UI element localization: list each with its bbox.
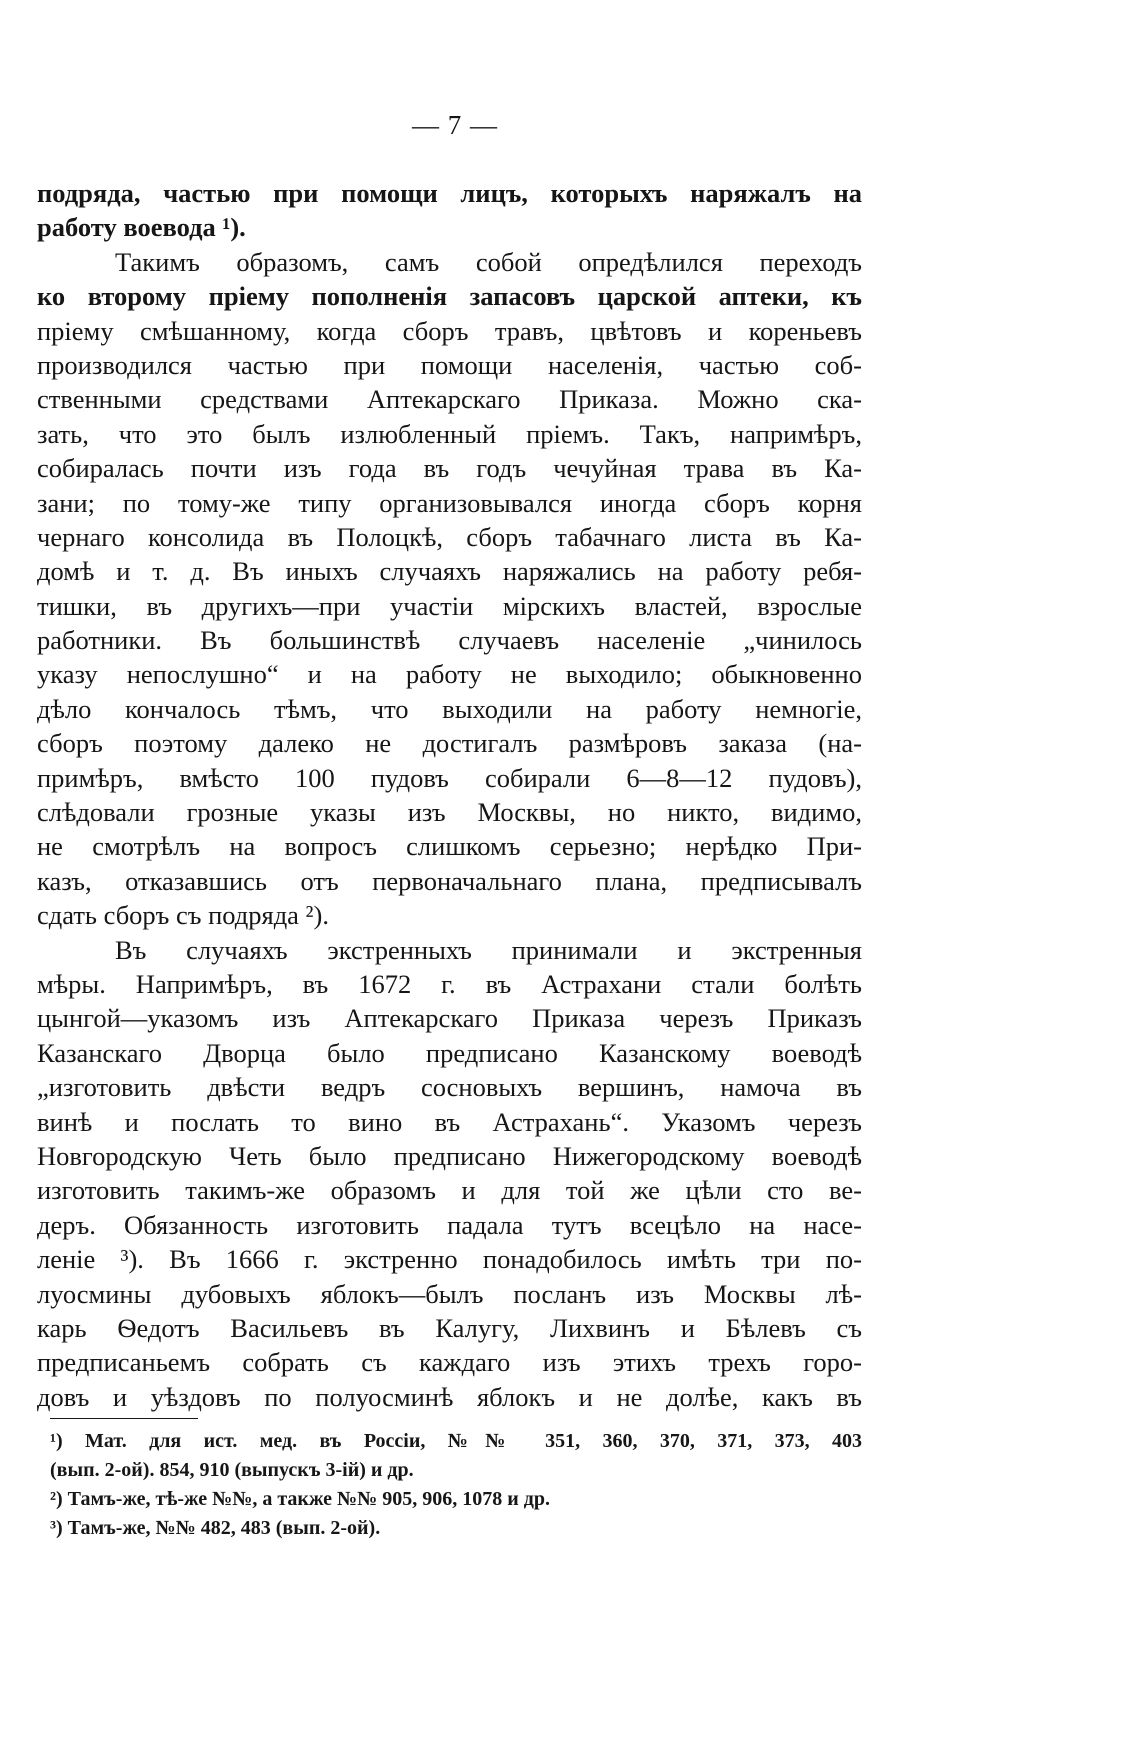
footnote-line: ³) Тамъ-же, №№ 482, 483 (вып. 2-ой). [50,1517,381,1539]
text-line: слѣдовали грозные указы изъ Москвы, но никто, видимо, [37,797,862,828]
text-line: зани; по тому-же типу организовывался иногда сборъ корня [37,487,862,518]
text-line: казъ, отказавшись отъ первоначальнаго плана, предписывалъ [37,865,862,896]
text-line: цынгой—указомъ изъ Аптекарскаго Приказа черезъ Приказъ [37,1003,862,1034]
text-line: указу непослушно“ и на работу не выходило; обыкновенно [37,659,862,690]
text-line: производился частью при помощи населенія, частью соб- [37,349,862,380]
text-line: пріему смѣшанному, когда сборъ травъ, цвѣтовъ и кореньевъ [37,315,862,346]
text-line: Казанскаго Дворца было предписано Казанскому воеводѣ [37,1037,862,1068]
text-line: „изготовить двѣсти ведръ сосновыхъ вершинъ, намоча въ [37,1072,862,1103]
text-line: работники. Въ большинствѣ случаевъ населеніе „чинилось [37,625,862,656]
footnote-line: (вып. 2-ой). 854, 910 (выпускъ 3-ій) и др. [50,1459,414,1481]
text-line: карь Ѳедотъ Васильевъ въ Калугу, Лихвинъ и Бѣлевъ съ [37,1312,862,1343]
text-line: деръ. Обязанность изготовить падала тутъ всецѣло на насе- [37,1209,862,1240]
main-text [37,176,862,1414]
text-line: домѣ и т. д. Въ иныхъ случаяхъ наряжались на работу ребя- [37,556,862,587]
text-line: винѣ и послать то вино въ Астрахань“. Указомъ черезъ [37,1106,862,1137]
text-line: Такимъ образомъ, самъ собой опредѣлился переходъ [115,246,862,277]
text-line: довъ и уѣздовъ по полуосминѣ яблокъ и не долѣе, какъ въ [37,1381,862,1412]
text-line: тишки, въ другихъ—при участіи мірскихъ властей, взрослые [37,590,862,621]
text-line: подряда, частью при помощи лицъ, которыхъ наряжалъ на [37,178,862,208]
text-line: не смотрѣлъ на вопросъ слишкомъ серьезно; нерѣдко При- [37,831,862,862]
text-line: Новгородскую Четь было предписано Нижегородскому воеводѣ [37,1140,862,1171]
text-line: зать, что это былъ излюбленный пріемъ. Такъ, напримѣръ, [37,418,862,449]
text-line: собиралась почти изъ года въ годъ чечуйная трава въ Ка- [37,453,862,484]
footnote-line: ¹) Мат. для ист. мед. въ Россіи, №№ 351, 360, 370, 371, 373, 403 [50,1430,862,1452]
text-line: дѣло кончалось тѣмъ, что выходили на работу немногіе, [37,693,862,724]
text-line: ко второму пріему пополненія запасовъ царской аптеки, къ [37,281,862,312]
text-line: ственными средствами Аптекарскаго Приказа. Можно ска- [37,384,862,415]
footnote-divider [50,1418,198,1419]
page-number: — 7 — [412,110,498,140]
text-line: мѣры. Напримѣръ, въ 1672 г. въ Астрахани стали болѣть [37,968,862,999]
text-line: примѣръ, вмѣсто 100 пудовъ собирали 6—8—12 пудовъ), [37,762,862,793]
footnotes [50,1427,862,1543]
text-line: луосмины дубовыхъ яблокъ—былъ посланъ изъ Москвы лѣ- [37,1278,862,1309]
text-line: предписаньемъ собрать съ каждаго изъ этихъ трехъ горо- [37,1347,862,1378]
text-line: сборъ поэтому далеко не достигалъ размѣровъ заказа (на- [37,728,862,759]
text-line: работу воевода ¹). [37,212,246,243]
text-line: леніе ³). Въ 1666 г. экстренно понадобилось имѣть три по- [37,1244,862,1275]
footnote-line: ²) Тамъ-же, тѣ-же №№, а также №№ 905, 906, 1078 и др. [50,1488,551,1510]
text-line: сдать сборъ съ подряда ²). [37,900,329,931]
text-line: изготовить такимъ-же образомъ и для той же цѣли сто ве- [37,1175,862,1206]
text-line: чернаго консолида въ Полоцкѣ, сборъ табачнаго листа въ Ка- [37,521,862,552]
text-line: Въ случаяхъ экстренныхъ принимали и экстренныя [115,934,862,965]
